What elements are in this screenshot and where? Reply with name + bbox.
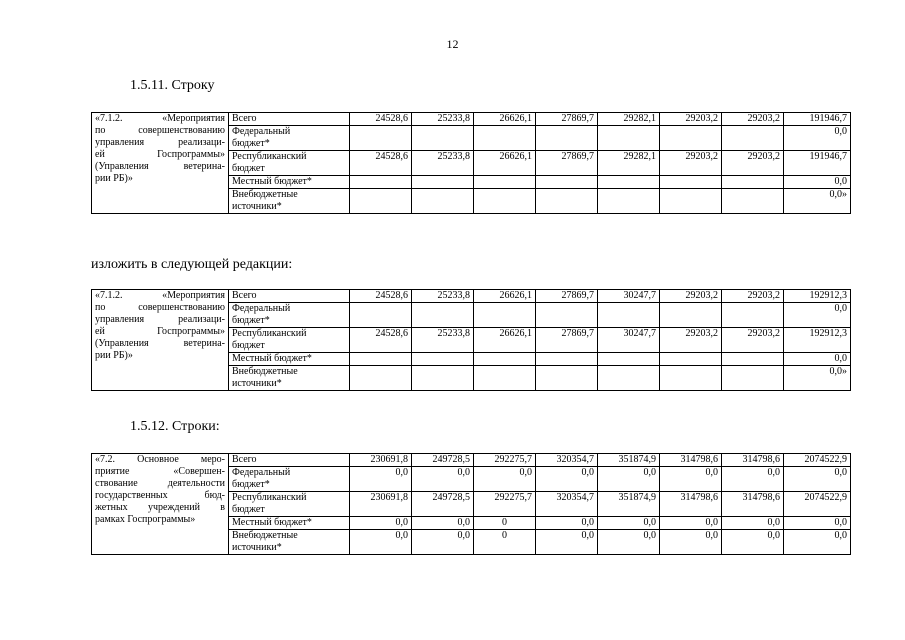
year-value-cell (598, 353, 660, 366)
year-value-cell: 0,0 (350, 517, 412, 530)
year-value-cell: 314798,6 (722, 454, 784, 467)
total-value-cell: 0,0 (784, 176, 851, 189)
funding-source-line: Местный бюджет* (232, 353, 312, 364)
funding-source-line: источники* (232, 378, 282, 389)
funding-source-line: источники* (232, 201, 282, 212)
year-value-cell: 0,0 (350, 467, 412, 492)
year-value-cell: 314798,6 (722, 492, 784, 517)
year-value-cell: 0,0 (474, 467, 536, 492)
funding-source-line: бюджет* (232, 479, 270, 490)
year-value-cell: 25233,8 (412, 328, 474, 353)
year-value-cell (536, 366, 598, 391)
total-value-cell: 0,0 (784, 303, 851, 328)
total-value-cell: 191946,7 (784, 113, 851, 126)
year-value-cell: 30247,7 (598, 328, 660, 353)
year-value-cell: 0,0 (536, 530, 598, 555)
total-value-cell: 0,0 (784, 353, 851, 366)
total-value-cell: 2074522,9 (784, 492, 851, 517)
funding-source-line: Федеральный (232, 126, 291, 137)
year-value-cell (660, 353, 722, 366)
year-value-cell: 0,0 (412, 467, 474, 492)
total-value-cell: 0,0» (784, 189, 851, 214)
year-value-cell: 0 (474, 517, 536, 530)
year-value-cell: 29282,1 (598, 113, 660, 126)
description-line: приятие «Совершен- (95, 466, 225, 477)
description-line: по совершенствованию (95, 125, 225, 136)
year-value-cell: 230691,8 (350, 492, 412, 517)
total-value-cell: 0,0 (784, 517, 851, 530)
funding-source-line: бюджет* (232, 315, 270, 326)
description-line: управления реализаци- (95, 137, 225, 148)
year-value-cell: 320354,7 (536, 454, 598, 467)
funding-source-line: Внебюджетные (232, 530, 298, 541)
year-value-cell (350, 189, 412, 214)
year-value-cell (598, 303, 660, 328)
total-value-cell: 2074522,9 (784, 454, 851, 467)
total-value-cell: 0,0» (784, 366, 851, 391)
year-value-cell (350, 366, 412, 391)
funding-source-line: бюджет* (232, 138, 270, 149)
funding-source-line: Республиканский (232, 151, 307, 162)
year-value-cell (350, 303, 412, 328)
funding-source-cell (229, 517, 350, 530)
year-value-cell: 27869,7 (536, 113, 598, 126)
year-value-cell (660, 189, 722, 214)
year-value-cell: 0,0 (598, 530, 660, 555)
year-value-cell (412, 126, 474, 151)
year-value-cell (412, 303, 474, 328)
funding-source-line: Всего (232, 454, 257, 465)
year-value-cell: 0,0 (536, 517, 598, 530)
description-line: государственных бюд- (95, 490, 225, 501)
year-value-cell (598, 189, 660, 214)
year-value-cell (660, 126, 722, 151)
funding-source-cell (229, 492, 350, 517)
year-value-cell (598, 176, 660, 189)
year-value-cell (722, 353, 784, 366)
description-line: рамках Госпрограммы» (95, 514, 196, 525)
year-value-cell: 0,0 (412, 517, 474, 530)
year-value-cell: 26626,1 (474, 151, 536, 176)
table-row (92, 290, 851, 303)
year-value-cell (722, 176, 784, 189)
funding-source-cell (229, 353, 350, 366)
funding-source-line: Федеральный (232, 467, 291, 478)
year-value-cell: 27869,7 (536, 151, 598, 176)
year-value-cell (412, 366, 474, 391)
year-value-cell: 0,0 (722, 517, 784, 530)
year-value-cell: 26626,1 (474, 290, 536, 303)
funding-source-line: бюджет (232, 163, 265, 174)
year-value-cell (660, 366, 722, 391)
description-line: ствование деятельности (95, 478, 225, 489)
year-value-cell: 29203,2 (660, 151, 722, 176)
year-value-cell (722, 303, 784, 328)
year-value-cell: 0,0 (660, 517, 722, 530)
year-value-cell: 26626,1 (474, 328, 536, 353)
year-value-cell (474, 353, 536, 366)
year-value-cell: 249728,5 (412, 492, 474, 517)
description-line: по совершенствованию (95, 302, 225, 313)
year-value-cell: 24528,6 (350, 113, 412, 126)
year-value-cell (412, 176, 474, 189)
funding-source-line: Республиканский (232, 492, 307, 503)
section-heading-new-wording: изложить в следующей редакции: (91, 257, 293, 272)
description-line: ей Госпрограммы» (95, 149, 225, 160)
table-row (92, 454, 851, 467)
description-line: «7.1.2. «Мероприятия (95, 113, 225, 124)
year-value-cell: 29203,2 (722, 151, 784, 176)
year-value-cell (536, 126, 598, 151)
funding-source-cell (229, 189, 350, 214)
year-value-cell (660, 176, 722, 189)
year-value-cell: 0,0 (598, 467, 660, 492)
year-value-cell (412, 189, 474, 214)
funding-source-line: Внебюджетные (232, 189, 298, 200)
measure-description-cell (92, 454, 229, 555)
funding-source-line: Местный бюджет* (232, 176, 312, 187)
total-value-cell: 0,0 (784, 530, 851, 555)
year-value-cell (474, 303, 536, 328)
funding-source-line: источники* (232, 542, 282, 553)
description-line: жетных учреждений в (95, 502, 225, 513)
year-value-cell: 0,0 (722, 467, 784, 492)
year-value-cell: 249728,5 (412, 454, 474, 467)
year-value-cell (722, 189, 784, 214)
funding-source-cell (229, 113, 350, 126)
funding-source-line: бюджет (232, 504, 265, 515)
total-value-cell: 192912,3 (784, 290, 851, 303)
table-row (92, 113, 851, 126)
description-line: «7.1.2. «Мероприятия (95, 290, 225, 301)
funding-source-cell (229, 328, 350, 353)
year-value-cell: 24528,6 (350, 328, 412, 353)
total-value-cell: 192912,3 (784, 328, 851, 353)
year-value-cell: 25233,8 (412, 151, 474, 176)
description-line: ей Госпрограммы» (95, 326, 225, 337)
year-value-cell (722, 126, 784, 151)
year-value-cell: 29282,1 (598, 151, 660, 176)
year-value-cell: 29203,2 (722, 113, 784, 126)
budget-table-7-2 (91, 453, 851, 555)
year-value-cell: 351874,9 (598, 492, 660, 517)
year-value-cell: 0,0 (536, 467, 598, 492)
total-value-cell: 0,0 (784, 126, 851, 151)
funding-source-line: Внебюджетные (232, 366, 298, 377)
funding-source-cell (229, 151, 350, 176)
year-value-cell: 27869,7 (536, 290, 598, 303)
year-value-cell: 27869,7 (536, 328, 598, 353)
year-value-cell: 0,0 (412, 530, 474, 555)
section-heading-1-5-12: 1.5.12. Строки: (130, 419, 220, 434)
funding-source-line: Всего (232, 113, 257, 124)
year-value-cell: 0,0 (660, 467, 722, 492)
year-value-cell (598, 126, 660, 151)
funding-source-line: Республиканский (232, 328, 307, 339)
description-line: рии РБ)» (95, 173, 133, 184)
measure-description-cell (92, 290, 229, 391)
measure-description-cell (92, 113, 229, 214)
year-value-cell (536, 189, 598, 214)
year-value-cell: 26626,1 (474, 113, 536, 126)
year-value-cell: 29203,2 (722, 290, 784, 303)
funding-source-cell (229, 530, 350, 555)
year-value-cell: 29203,2 (722, 328, 784, 353)
section-heading-1-5-11: 1.5.11. Строку (130, 78, 215, 93)
year-value-cell: 29203,2 (660, 328, 722, 353)
year-value-cell: 0,0 (598, 517, 660, 530)
year-value-cell: 0 (474, 530, 536, 555)
description-line: рии РБ)» (95, 350, 133, 361)
description-line: (Управления ветерина- (95, 161, 225, 172)
year-value-cell: 25233,8 (412, 113, 474, 126)
year-value-cell (722, 366, 784, 391)
funding-source-line: бюджет (232, 340, 265, 351)
funding-source-cell (229, 454, 350, 467)
funding-source-cell (229, 290, 350, 303)
year-value-cell (474, 126, 536, 151)
year-value-cell: 314798,6 (660, 454, 722, 467)
page-number: 12 (446, 37, 459, 51)
year-value-cell: 351874,9 (598, 454, 660, 467)
year-value-cell (350, 126, 412, 151)
description-line: «7.2. Основное меро- (95, 454, 225, 465)
funding-source-cell (229, 366, 350, 391)
funding-source-line: Федеральный (232, 303, 291, 314)
year-value-cell: 24528,6 (350, 151, 412, 176)
year-value-cell: 314798,6 (660, 492, 722, 517)
year-value-cell: 30247,7 (598, 290, 660, 303)
budget-table-7-1-2-old (91, 112, 851, 214)
funding-source-line: Местный бюджет* (232, 517, 312, 528)
year-value-cell (412, 353, 474, 366)
funding-source-cell (229, 303, 350, 328)
year-value-cell: 0,0 (350, 530, 412, 555)
year-value-cell (474, 176, 536, 189)
year-value-cell: 292275,7 (474, 454, 536, 467)
year-value-cell (598, 366, 660, 391)
year-value-cell (536, 303, 598, 328)
year-value-cell: 0,0 (660, 530, 722, 555)
year-value-cell (536, 353, 598, 366)
total-value-cell: 0,0 (784, 467, 851, 492)
description-line: (Управления ветерина- (95, 338, 225, 349)
year-value-cell: 230691,8 (350, 454, 412, 467)
year-value-cell: 25233,8 (412, 290, 474, 303)
total-value-cell: 191946,7 (784, 151, 851, 176)
funding-source-cell (229, 126, 350, 151)
year-value-cell: 29203,2 (660, 290, 722, 303)
budget-table-7-1-2-new (91, 289, 851, 391)
description-line: управления реализаци- (95, 314, 225, 325)
year-value-cell (536, 176, 598, 189)
year-value-cell (350, 176, 412, 189)
funding-source-cell (229, 467, 350, 492)
year-value-cell: 0,0 (722, 530, 784, 555)
funding-source-line: Всего (232, 290, 257, 301)
year-value-cell (660, 303, 722, 328)
funding-source-cell (229, 176, 350, 189)
year-value-cell: 29203,2 (660, 113, 722, 126)
year-value-cell: 292275,7 (474, 492, 536, 517)
year-value-cell (474, 189, 536, 214)
year-value-cell (350, 353, 412, 366)
year-value-cell (474, 366, 536, 391)
year-value-cell: 24528,6 (350, 290, 412, 303)
year-value-cell: 320354,7 (536, 492, 598, 517)
